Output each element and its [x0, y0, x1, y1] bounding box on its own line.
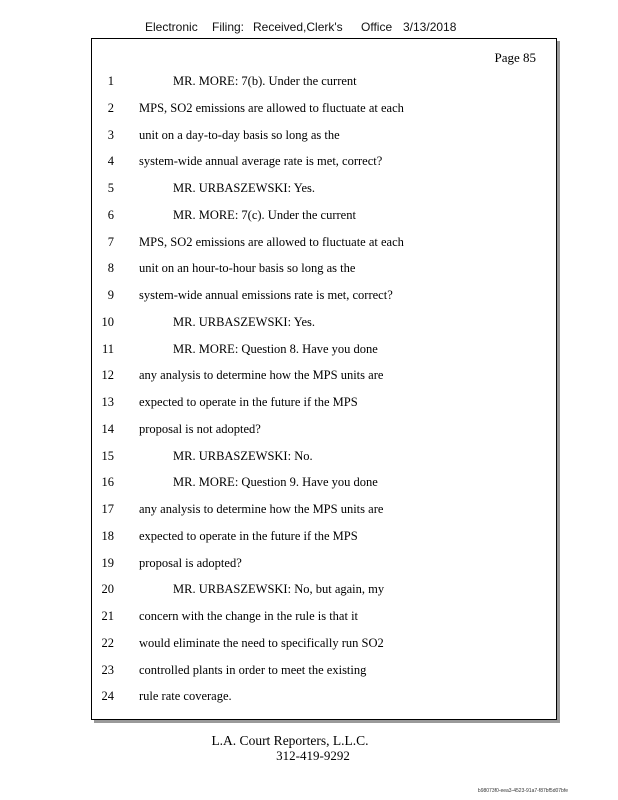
line-text: expected to operate in the future if the MPS [139, 395, 358, 409]
line-number: 6 [107, 207, 114, 222]
line-text: any analysis to determine how the MPS units are [139, 368, 384, 383]
line-number: 3 [107, 127, 114, 142]
line-number: 17 [101, 502, 114, 516]
transcript-line [92, 556, 558, 574]
filing-stamp-header [0, 20, 618, 36]
line-text: system-wide annual average rate is met, correct? [139, 154, 383, 169]
line-number: 20 [101, 582, 114, 597]
line-number: 1 [107, 74, 114, 88]
transcript-line [92, 101, 558, 119]
line-number: 2 [107, 100, 114, 115]
line-number: 8 [107, 261, 114, 276]
line-number: 13 [101, 395, 114, 409]
transcript-line [92, 315, 558, 333]
line-text: concern with the change in the rule is that it [139, 609, 359, 623]
header-word-filing: Filing: [212, 20, 245, 34]
line-text: MR. URBASZEWSKI: No. [173, 448, 313, 463]
transcript-line [92, 689, 558, 707]
line-text: MR. MORE: Question 8. Have you done [173, 341, 378, 356]
line-number: 23 [101, 662, 114, 677]
transcript-line [92, 208, 558, 226]
line-text: MR. MORE: Question 9. Have you done [173, 475, 378, 490]
line-text: proposal is adopted? [139, 555, 242, 570]
line-number: 24 [101, 689, 114, 704]
transcript-line [92, 261, 558, 279]
line-number: 15 [101, 448, 114, 463]
line-number: 12 [101, 368, 114, 383]
transcript-line [92, 74, 558, 92]
line-text: MR. URBASZEWSKI: Yes. [173, 181, 316, 195]
line-number: 21 [101, 609, 114, 623]
transcript-line [92, 422, 558, 440]
transcript-line [92, 181, 558, 199]
line-text: unit on an hour-to-hour basis so long as the [139, 261, 356, 276]
page-number: Page 85 [494, 50, 536, 65]
line-text: MR. URBASZEWSKI: No, but again, my [173, 582, 385, 597]
transcript-line [92, 663, 558, 681]
transcript-line [92, 235, 558, 253]
transcript-line [92, 128, 558, 146]
transcript-line [92, 502, 558, 520]
header-date: 3/13/2018 [403, 20, 457, 34]
transcript-line [92, 609, 558, 627]
line-number: 7 [107, 234, 114, 249]
line-number: 11 [101, 341, 114, 356]
transcript-line [92, 395, 558, 413]
document-id: b98073f0-eea3-4523-91a7-f87bf5d07bfe [477, 788, 568, 794]
line-number: 16 [101, 475, 114, 490]
line-text: rule rate coverage. [139, 689, 232, 704]
transcript-line [92, 288, 558, 306]
line-number: 4 [107, 154, 114, 169]
line-number: 14 [101, 421, 114, 436]
header-word-received: Received,Clerk's [253, 20, 343, 34]
line-text: unit on a day-to-day basis so long as the [139, 127, 340, 142]
transcript-line [92, 342, 558, 360]
transcript-line [92, 475, 558, 493]
transcript-line [92, 368, 558, 386]
footer-court-reporters: L.A. Court Reporters, L.L.C. [211, 733, 369, 748]
line-number: 18 [101, 528, 114, 543]
line-text: any analysis to determine how the MPS units are [139, 502, 384, 516]
line-text: MR. MORE: 7(c). Under the current [173, 207, 356, 222]
transcript-line [92, 636, 558, 654]
line-number: 22 [101, 635, 114, 650]
line-text: MPS, SO2 emissions are allowed to fluctuate at each [139, 234, 404, 249]
line-number: 10 [101, 314, 114, 329]
line-text: would eliminate the need to specifically run SO2 [139, 635, 384, 650]
transcript-line [92, 582, 558, 600]
line-text: expected to operate in the future if the MPS [139, 528, 358, 543]
transcript-page-frame [91, 38, 557, 720]
line-text: system-wide annual emissions rate is met, correct? [139, 288, 393, 302]
line-number: 5 [107, 181, 114, 195]
line-text: MR. URBASZEWSKI: Yes. [173, 314, 316, 329]
line-text: MR. MORE: 7(b). Under the current [173, 74, 357, 88]
transcript-line [92, 449, 558, 467]
header-word-office: Office [361, 20, 393, 34]
footer-phone: 312-419-9292 [276, 748, 350, 763]
transcript-line [92, 529, 558, 547]
line-number: 19 [101, 555, 114, 570]
line-text: proposal is not adopted? [139, 421, 261, 436]
line-number: 9 [107, 288, 114, 302]
header-word-electronic: Electronic [145, 20, 198, 34]
line-text: MPS, SO2 emissions are allowed to fluctuate at each [139, 100, 404, 115]
line-text: controlled plants in order to meet the existing [139, 662, 367, 677]
transcript-line [92, 154, 558, 172]
